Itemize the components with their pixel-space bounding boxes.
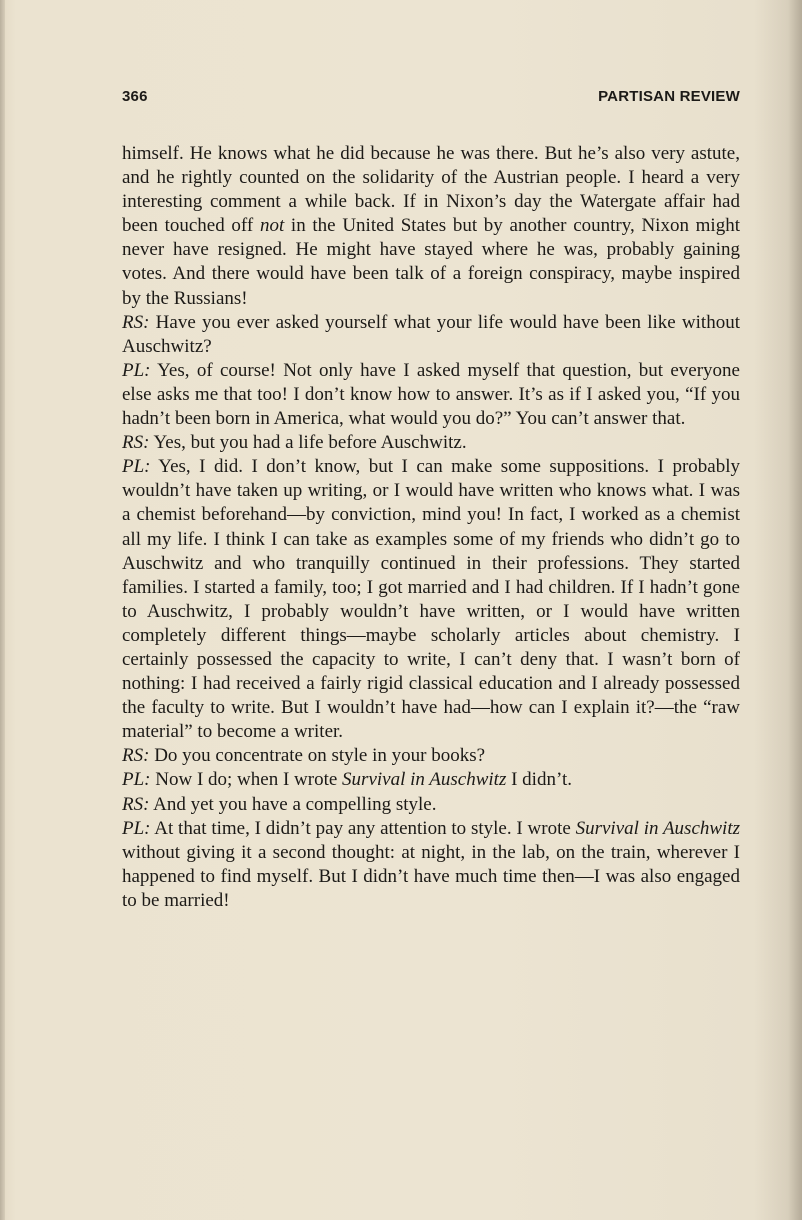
paragraph [122,142,740,311]
text-segment: Now I do; when I wrote [150,769,343,791]
text-segment: Yes, but you had a life before Auschwitz. [149,432,467,454]
speaker-label: PL: [122,456,151,478]
speaker-label: RS: [122,793,150,815]
page-number: 366 [122,88,148,105]
speaker-label: RS: [122,432,150,454]
running-title: PARTISAN REVIEW [598,88,740,105]
speaker-label: PL: [122,769,151,791]
italic-text: not [259,215,285,237]
text-segment: I didn’t. [506,769,572,791]
speaker-label: PL: [122,359,151,381]
text-segment: Do you concentrate on style in your books? [149,745,486,767]
interview-text [122,142,740,913]
paragraph [122,744,740,768]
text-segment: in the United States but by another country, Nixon might never have resigned. He might have stayed where he was, probably gaining votes. And there would have been talk of a foreign conspiracy, maybe inspired by the Russians! [122,215,740,309]
paragraph [122,817,740,913]
text-segment: without giving it a second thought: at night, in the lab, on the train, wherever I happened to find myself. But I didn’t have much time then—I was also engaged to be married! [122,841,740,911]
paragraph [122,431,740,455]
text-segment: Yes, of course! Not only have I asked myself that question, but everyone else asks me that too! I don’t know how to answer. It’s as if I asked you, “If you hadn’t been born in America, what would you do?” You can’t answer that. [122,359,740,430]
speaker-label: RS: [122,311,150,333]
paragraph [122,311,740,359]
text-segment: Have you ever asked yourself what your life would have been like without Auschwitz? [122,311,740,357]
text-segment: And yet you have a compelling style. [149,793,437,815]
text-segment: At that time, I didn’t pay any attention to style. I wrote [150,817,576,839]
page-edge-shadow [788,0,802,1220]
speaker-label: PL: [122,817,151,839]
paragraph [122,359,740,431]
speaker-label: RS: [122,745,150,767]
italic-text: Survival in Auschwitz [342,769,507,791]
text-segment: Yes, I did. I don’t know, but I can make some suppositions. I probably wouldn’t have taken up writing, or I would have written who knows what. I was a chemist beforehand—by conviction, mind you! In fact, I worked as a chemist all my life. I think I can take as examples some of my friends who didn’t go to Auschwitz and who tranquilly continued in their professions. They started families. I started a family, too; I got married and I had children. If I hadn’t gone to Auschwitz, I probably wouldn’t have written, or I would have written completely different things—maybe scholarly articles about chemistry. I certainly possessed the capacity to write, I can’t deny that. I wasn’t born of nothing: I had received a fairly rigid classical education and I already possessed the faculty to write. But I wouldn’t have had—how can I explain it?—the “raw material” to become a writer. [122,456,740,743]
text-segment: himself. He knows what he did because he was there. But he’s also very astute, and he rightly counted on the solidarity of the Austrian people. I heard a very interesting comment a while back. If in Nixon’s day the Watergate affair had been touched off [122,143,740,237]
paragraph [122,455,740,744]
italic-text: Survival in Auschwitz [575,817,741,839]
paragraph [122,768,740,792]
page-spine-shadow [0,0,5,1220]
running-header [122,88,740,110]
paragraph [122,793,740,817]
